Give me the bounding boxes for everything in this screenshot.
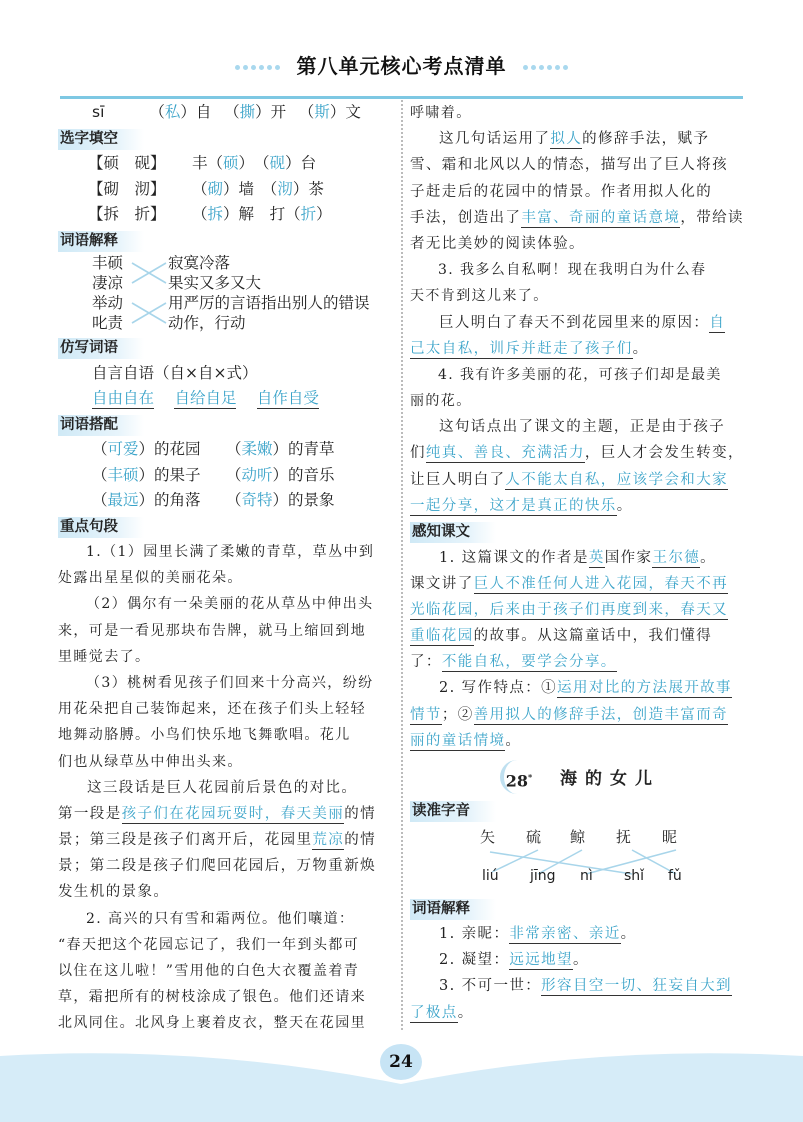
fangxie-example: 自言自语（自×自×式）	[92, 363, 258, 382]
key-passage-1: 1.（1）园里长满了柔嫩的青草，草丛中到 处露出星星似的美丽花朵。 （2）偶尔有一朵美丽的花从草丛中伸出头 来，可是一看见那块布告牌，就马上缩回到地 里睡觉去了。 （3）桃树看见孩子们回来十分高兴，纷纷 用花朵把自己装饰起来，还在孩子们头上轻轻 地舞动胳膊。小鸟们快乐地飞舞歌唱。花儿 们也从绿草丛中伸出头来。	[58, 544, 375, 770]
xuanzi-row: 【拆 折】 （拆）解 打（折）	[88, 205, 332, 223]
section-heading-zhongdian: 重点句段	[58, 517, 144, 538]
section-heading-fangxie: 仿写词语	[58, 338, 144, 359]
jieshi-2-content: 1. 亲昵：非常亲密、亲近。 2. 凝望：远远地望。 3. 不可一世：形容目空一切、狂妄自大到 了极点。	[410, 926, 732, 1021]
dapei-row: （可爱）的花园 （柔嫩）的青草	[92, 440, 335, 458]
section-heading-duzhun: 读准字音	[410, 801, 496, 822]
decorative-dots-right	[521, 56, 569, 74]
dapei-row: （最远）的角落 （奇特）的景象	[92, 491, 335, 509]
lesson-title	[410, 760, 744, 798]
lesson-number-badge: 28*	[500, 760, 534, 794]
decorative-dots-left	[234, 56, 282, 74]
xuanzi-row: 【砌 沏】 （砌）墙 （沏）茶	[88, 179, 324, 198]
matching-lines	[130, 253, 170, 333]
key-passage-1-analysis: 这三段话是巨人花园前后景色的对比。 第一段是孩子们在花园玩耍时，春天美丽的情 景；第三段是孩子们离开后，花园里荒凉的情 景；第二段是孩子们爬回花园后，万物重新焕 发生机的景象。	[58, 779, 377, 901]
xuanzi-row: 【硕 砚】 丰（硕） （砚）台	[88, 154, 317, 172]
word-meaning-matching: 丰硕 凄凉 举动 叱责 寂寞冷落 果实又多又大 用严厉的言语指出别人的错误 动作，行动	[92, 254, 370, 332]
analysis-2: 这几句话运用了拟人的修辞手法，赋予 雪、霜和北风以人的情态，描写出了巨人将孩 子赶走后的花园中的情景。作者用拟人化的 手法，创造出了丰富、奇丽的童话意境，带给读 者无比美妙的阅读体验。	[410, 131, 744, 252]
page-number: 24	[380, 1044, 422, 1080]
section-heading-ciyu-jieshi: 词语解释	[58, 231, 144, 252]
page-header	[0, 50, 803, 79]
section-heading-jieshi-2: 词语解释	[410, 899, 496, 920]
pinyin-matching: 矢 硫 鲸 抚 昵 liú jīng nì shǐ fǔ	[410, 824, 744, 896]
key-passage-4: 4. 我有许多美丽的花，可孩子们却是最美 丽的花。	[410, 366, 722, 410]
analysis-4: 这句话点出了课文的主题，正是由于孩子 们纯真、善良、充满活力，巨人才会发生转变， 让巨人明白了人不能太自私，应该学会和大家 一起分享，这才是真正的快乐。	[410, 419, 744, 514]
ganzhi-content: 1. 这篇课文的作者是英国作家王尔德。 课文讲了巨人不准任何人进入花园，春天不再 光临花园，后来由于孩子们再度到来，春天又 重临花园的故事。从这篇童话中，我们懂得 了：不能自私，要学会分享。 2. 写作特点：①运用对比的方法展开故事 情节；②善用拟人的修辞手法，创造丰富而奇 丽的童话情境。	[410, 549, 732, 749]
section-heading-xuanzi: 选字填空	[58, 129, 144, 150]
section-heading-ganzhi: 感知课文	[410, 522, 496, 543]
column-divider	[401, 100, 403, 1030]
analysis-3: 巨人明白了春天不到花园里来的原因：自 己太自私，训斥并赶走了孩子们。	[410, 314, 726, 357]
right-column	[410, 100, 744, 1026]
lesson-name: 海的女儿	[560, 769, 660, 789]
si-pinyin-line: sī （私）自 （撕）开 （斯）文	[92, 103, 361, 121]
fangxie-answers: 自由自在 自给自足 自作自受	[92, 389, 319, 407]
key-passage-2: 2. 高兴的只有雪和霜两位。他们嚷道： “春天把这个花园忘记了，我们一年到头都可 以住在这儿啦！”雪用他的白色大衣覆盖着青 草，霜把所有的树枝涂成了银色。他们还请来 北风同住。北风身上裹着皮衣，整天在花园里	[58, 910, 366, 1032]
left-column	[58, 100, 392, 1037]
page-title: 第八单元核心考点清单	[296, 54, 507, 78]
section-heading-dapei: 词语搭配	[58, 415, 144, 436]
dapei-row: （丰硕）的果子 （动听）的音乐	[92, 465, 335, 484]
header-rule	[60, 96, 743, 99]
key-passage-3: 3. 我多么自私啊！现在我明白为什么春 天不肯到这儿来了。	[410, 262, 707, 305]
pinyin-matching-lines	[410, 824, 744, 896]
passage-continuation: 呼啸着。	[410, 105, 472, 121]
